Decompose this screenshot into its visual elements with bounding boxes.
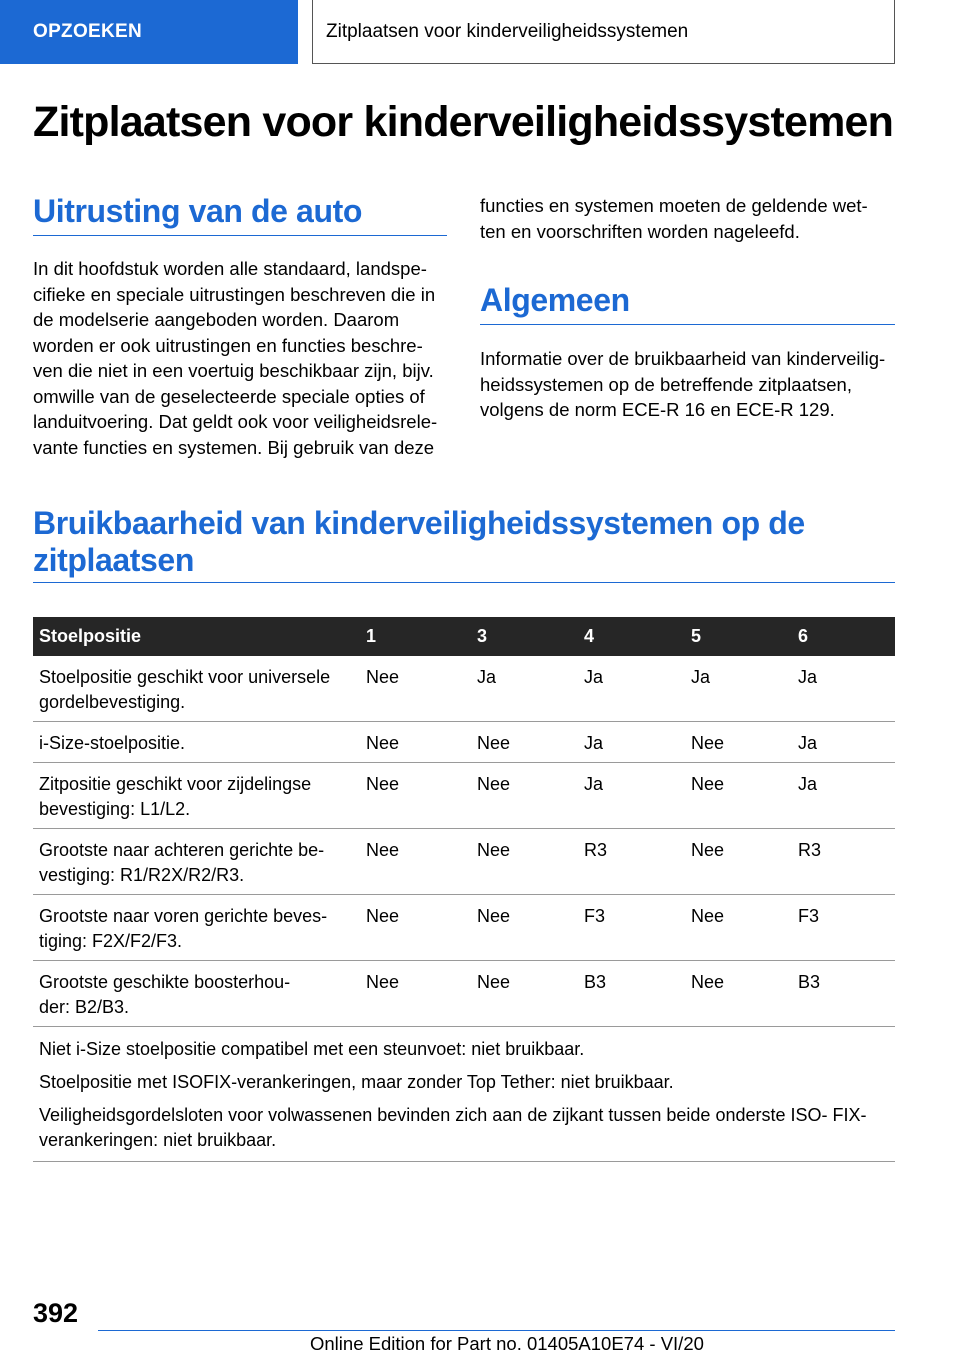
footer-divider [98, 1330, 895, 1331]
text-line: ten en voorschriften worden nageleefd. [480, 220, 800, 242]
column-header-seat-6: 6 [792, 617, 895, 656]
table-notes [33, 1027, 895, 1162]
text-line: In dit hoofdstuk worden alle standaard, landspe‐ [33, 258, 427, 279]
table-header-row [33, 617, 895, 656]
table-cell: Nee [471, 829, 578, 895]
table-cell: R3 [578, 829, 685, 895]
text-line: Informatie over de bruikbaarheid van kinderveilig‐ [480, 348, 886, 369]
table-cell: Ja [578, 763, 685, 829]
table-cell: B3 [792, 961, 895, 1027]
section-tab-opzoeken[interactable]: OPZOEKEN [0, 0, 298, 64]
table-cell: Ja [685, 656, 792, 722]
page-header [0, 0, 960, 66]
text-line: omwille van de geselecteerde speciale opties of [33, 385, 425, 407]
text-line: volgens de norm ECE-R 16 en ECE-R 129. [480, 399, 835, 420]
table-cell: Nee [360, 895, 471, 961]
text-line: cifieke en speciale uitrustingen beschreven die in [33, 283, 436, 305]
footer-edition-text: Online Edition for Part no. 01405A10E74 - VI/20 [310, 1333, 704, 1354]
column-header-seat-5: 5 [685, 617, 792, 656]
text-line: worden er ook uitrustingen en functies beschre‐ [33, 334, 423, 356]
table-cell: F3 [792, 895, 895, 961]
table-note: Veiligheidsgordelsloten voor volwassenen bevinden zich aan de zijkant tussen beide onderste ISO‐ FIX-verankeringen: niet bruikbaar. [39, 1105, 867, 1150]
table-cell: Nee [360, 722, 471, 763]
table-cell: Nee [471, 722, 578, 763]
text-line: landuitvoering. Dat geldt ook voor veiligheidsrele‐ [33, 411, 438, 432]
row-label-line: vestiging: R1/R2X/R2/R3. [39, 865, 245, 885]
row-label-line: Stoelpositie geschikt voor universele [39, 667, 331, 687]
row-label-line: gordelbevestiging. [39, 692, 186, 712]
table-cell: Nee [360, 961, 471, 1027]
row-label [33, 763, 360, 829]
text-line: heidssystemen op de betreffende zitplaatsen, [480, 373, 852, 395]
row-label [33, 722, 360, 763]
chapter-title-box: Zitplaatsen voor kinderveiligheidssystemen [312, 0, 895, 64]
table-cell: Nee [471, 763, 578, 829]
table-notes-row [33, 1027, 895, 1162]
table-cell: Ja [792, 763, 895, 829]
equipment-paragraph-part1 [33, 256, 453, 460]
row-label-line: i-Size-stoelpositie. [39, 733, 186, 753]
row-label-line: Grootste naar voren gerichte beves‐ [39, 906, 328, 926]
table-row [33, 656, 895, 722]
row-label-line: der: B2/B3. [39, 997, 130, 1017]
table-note: Stoelpositie met ISOFIX-verankeringen, maar zonder Top Tether: niet bruikbaar. [39, 1072, 674, 1092]
page-title: Zitplaatsen voor kinderveiligheidssystemen [33, 98, 894, 146]
table-row [33, 895, 895, 961]
row-label [33, 656, 360, 722]
seat-usability-table [33, 617, 895, 1162]
table-cell: Ja [792, 656, 895, 722]
table-cell: Nee [685, 961, 792, 1027]
table-cell: Nee [360, 763, 471, 829]
text-line: vante functies en systemen. Bij gebruik van deze [33, 436, 435, 458]
text-line: de modelserie aangeboden worden. Daarom [33, 309, 400, 330]
table-cell: Nee [685, 763, 792, 829]
column-header-seat-1: 1 [360, 617, 471, 656]
table-cell: Nee [471, 961, 578, 1027]
row-label-line: bevestiging: L1/L2. [39, 799, 191, 819]
heading-uitrusting: Uitrusting van de auto [33, 193, 447, 236]
page-number: 392 [33, 1298, 79, 1328]
general-paragraph [480, 346, 900, 423]
table-cell: Nee [471, 895, 578, 961]
heading-algemeen: Algemeen [480, 282, 895, 325]
table-cell: R3 [792, 829, 895, 895]
row-label [33, 961, 360, 1027]
table-row [33, 722, 895, 763]
row-label-line: Zitpositie geschikt voor zijdelingse [39, 774, 312, 794]
table-cell: Nee [685, 722, 792, 763]
row-label-line: Grootste naar achteren gerichte be‐ [39, 840, 325, 860]
table-cell: Ja [578, 722, 685, 763]
row-label [33, 895, 360, 961]
table-cell: Ja [792, 722, 895, 763]
column-header-stoelpositie: Stoelpositie [33, 617, 360, 656]
row-label-line: tiging: F2X/F2/F3. [39, 931, 183, 951]
text-line: functies en systemen moeten de geldende wet‐ [480, 195, 868, 216]
row-label-line: Grootste geschikte boosterhou‐ [39, 972, 291, 992]
table-cell: Nee [360, 829, 471, 895]
heading-line: Bruikbaarheid van kinderveiligheidssystemen op de [33, 505, 805, 541]
column-header-seat-3: 3 [471, 617, 578, 656]
table-cell: B3 [578, 961, 685, 1027]
table-row [33, 961, 895, 1027]
equipment-paragraph-part2 [480, 193, 900, 244]
table-cell: Ja [578, 656, 685, 722]
row-label [33, 829, 360, 895]
table-cell: Nee [360, 656, 471, 722]
table-cell: Nee [685, 829, 792, 895]
table-row [33, 763, 895, 829]
text-line: ven die niet in een voertuig beschikbaar zijn, bijv. [33, 360, 434, 381]
table-cell: Nee [685, 895, 792, 961]
heading-line: zitplaatsen [33, 542, 194, 578]
heading-bruikbaarheid [33, 505, 895, 583]
table-cell: F3 [578, 895, 685, 961]
table-note: Niet i-Size stoelpositie compatibel met een steunvoet: niet bruikbaar. [39, 1039, 585, 1059]
table-row [33, 829, 895, 895]
table-cell: Ja [471, 656, 578, 722]
column-header-seat-4: 4 [578, 617, 685, 656]
